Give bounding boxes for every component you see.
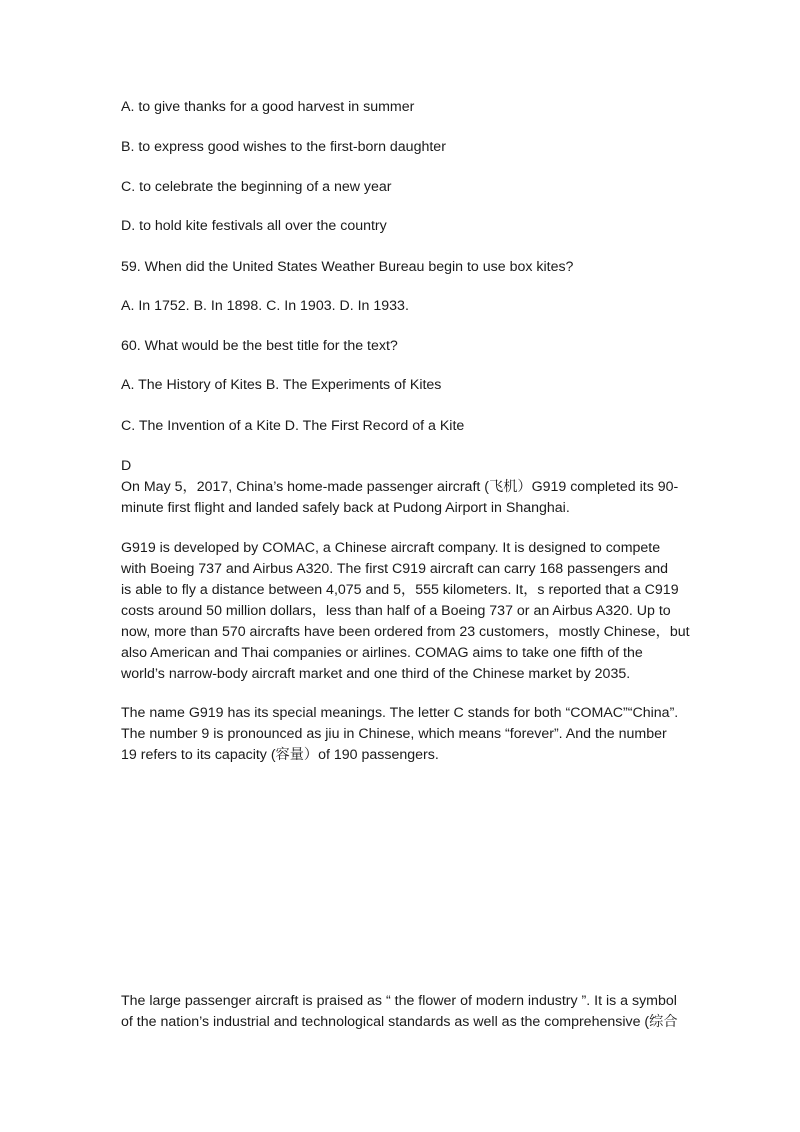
paragraph-2 [121, 538, 690, 685]
paragraph-1-line: minute first flight and landed safely back at Pudong Airport in Shanghai. [121, 500, 570, 516]
paragraph-4-line: of the nation’s industrial and technological standards as well as the comprehensive (综合 [121, 1014, 678, 1030]
q60-options-line2: C. The Invention of a Kite D. The First Record of a Kite [121, 418, 465, 434]
paragraph-2-line: costs around 50 million dollars，less than half of a Boeing 737 or an Airbus A320. Up to [121, 603, 671, 619]
paragraph-2-line: also American and Thai companies or airlines. COMAG aims to take one fifth of the [121, 645, 643, 661]
q58-option-d: D. to hold kite festivals all over the country [121, 218, 387, 234]
q58-option-a: A. to give thanks for a good harvest in summer [121, 99, 415, 115]
paragraph-4 [121, 991, 687, 1033]
section-label: D [121, 458, 132, 474]
paragraph-3-line: The name G919 has its special meanings. The letter C stands for both “COMAC”“China”. [121, 705, 679, 721]
q59-options: A. In 1752. B. In 1898. C. In 1903. D. In 1933. [121, 298, 409, 314]
paragraph-2-line: now, more than 570 aircrafts have been ordered from 23 customers，mostly Chinese，but [121, 624, 690, 640]
paragraph-4-line: The large passenger aircraft is praised as “ the flower of modern industry ”. It is a symbol [121, 993, 677, 1009]
paragraph-2-line: world’s narrow-body aircraft market and one third of the Chinese market by 2035. [121, 666, 631, 682]
q60-options-line1: A. The History of Kites B. The Experiments of Kites [121, 377, 442, 393]
q59-stem: 59. When did the United States Weather Bureau begin to use box kites? [121, 259, 574, 275]
paragraph-1 [121, 477, 687, 519]
paragraph-3-line: 19 refers to its capacity (容量）of 190 passengers. [121, 747, 439, 763]
q60-stem: 60. What would be the best title for the text? [121, 338, 398, 354]
q58-option-b: B. to express good wishes to the first-born daughter [121, 139, 446, 155]
paragraph-2-line: with Boeing 737 and Airbus A320. The first C919 aircraft can carry 168 passengers and [121, 561, 669, 577]
paragraph-3 [121, 703, 687, 766]
paragraph-2-line: G919 is developed by COMAC, a Chinese aircraft company. It is designed to compete [121, 540, 661, 556]
paragraph-2-line: is able to fly a distance between 4,075 and 5，555 kilometers. It，s reported that a C919 [121, 582, 679, 598]
paragraph-3-line: The number 9 is pronounced as jiu in Chinese, which means “forever”. And the number [121, 726, 667, 742]
paragraph-1-line: On May 5，2017, China’s home-made passenger aircraft (飞机）G919 completed its 90- [121, 479, 679, 495]
q58-option-c: C. to celebrate the beginning of a new year [121, 179, 392, 195]
